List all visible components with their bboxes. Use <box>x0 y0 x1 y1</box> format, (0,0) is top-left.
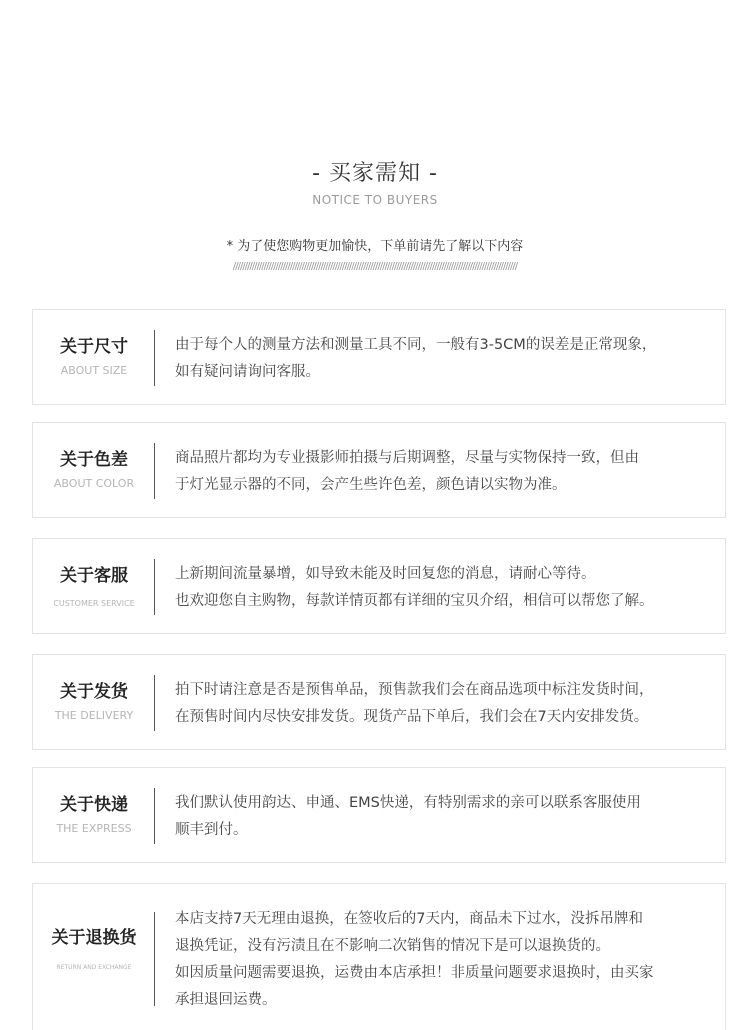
section-title-cn: 关于客服 <box>60 566 128 586</box>
section-title-cn: 关于尺寸 <box>60 337 128 357</box>
section-content <box>175 332 720 386</box>
content-line: 顺丰到付。 <box>175 822 248 838</box>
content-line: 我们默认使用韵达、申通、EMS快递，有特别需求的亲可以联系客服使用 <box>175 795 641 811</box>
section-customer-service <box>32 538 726 634</box>
section-title-en: RETURN AND EXCHANGE <box>56 964 132 971</box>
content-line: 于灯光显示器的不同，会产生些许色差，颜色请以实物为准。 <box>175 477 567 493</box>
section-title-en: CUSTOMER SERVICE <box>53 599 135 608</box>
section-title-en: THE DELIVERY <box>54 709 134 722</box>
content-line: 也欢迎您自主购物，每款详情页都有详细的宝贝介绍，相信可以帮您了解。 <box>175 593 654 609</box>
section-divider <box>154 559 155 615</box>
slash-divider: //////////////////////////////////////////////////////////////////////////////////////////////////////////////////////// <box>232 261 518 272</box>
section-title-cn: 关于色差 <box>60 450 128 470</box>
section-express <box>32 767 726 863</box>
section-return-exchange <box>32 883 726 1030</box>
section-label <box>33 793 155 837</box>
section-title-cn: 关于快递 <box>60 795 128 815</box>
content-line: 如有疑问请询问客服。 <box>175 364 320 380</box>
section-divider <box>154 912 155 1006</box>
page-title: - 买家需知 - <box>312 161 438 186</box>
content-line: 上新期间流量暴增，如导致未能及时回复您的消息，请耐心等待。 <box>175 566 596 582</box>
content-line: 拍下时请注意是否是预售单品，预售款我们会在商品选项中标注发货时间， <box>175 682 654 698</box>
section-divider <box>154 788 155 844</box>
section-content <box>175 790 720 844</box>
section-content <box>175 561 720 615</box>
content-line: 本店支持7天无理由退换，在签收后的7天内，商品未下过水，没拆吊牌和 <box>175 911 643 927</box>
section-label <box>33 680 155 724</box>
section-label <box>33 926 155 976</box>
content-line: 商品照片都均为专业摄影师拍摄与后期调整，尽量与实物保持一致，但由 <box>175 450 639 466</box>
section-content <box>175 906 720 1014</box>
section-divider <box>154 330 155 386</box>
content-line: 退换凭证，没有污渍且在不影响二次销售的情况下是可以退换货的。 <box>175 938 610 954</box>
section-title-cn: 关于发货 <box>60 682 128 702</box>
section-content <box>175 677 720 731</box>
section-label <box>33 335 155 379</box>
section-title-en: ABOUT SIZE <box>60 364 128 377</box>
section-label <box>33 448 155 492</box>
section-label <box>33 564 155 612</box>
content-line: 在预售时间内尽快安排发货。现货产品下单后，我们会在7天内安排发货。 <box>175 709 649 725</box>
section-delivery <box>32 654 726 750</box>
section-color <box>32 422 726 518</box>
notice-header <box>0 158 750 274</box>
section-content <box>175 445 720 499</box>
content-line: 由于每个人的测量方法和测量工具不同，一般有3-5CM的误差是正常现象， <box>175 337 657 353</box>
section-size <box>32 309 726 405</box>
section-title-en: ABOUT COLOR <box>53 477 135 490</box>
section-divider <box>154 675 155 731</box>
content-line: 如因质量问题需要退换，运费由本店承担！非质量问题要求退换时，由买家 <box>175 965 654 981</box>
section-divider <box>154 443 155 499</box>
notice-text: * 为了使您购物更加愉快，下单前请先了解以下内容 <box>226 239 524 254</box>
section-title-en: THE EXPRESS <box>56 822 132 835</box>
page-subtitle: NOTICE TO BUYERS <box>312 193 438 207</box>
section-title-cn: 关于退换货 <box>51 928 137 948</box>
content-line: 承担退回运费。 <box>175 992 277 1008</box>
